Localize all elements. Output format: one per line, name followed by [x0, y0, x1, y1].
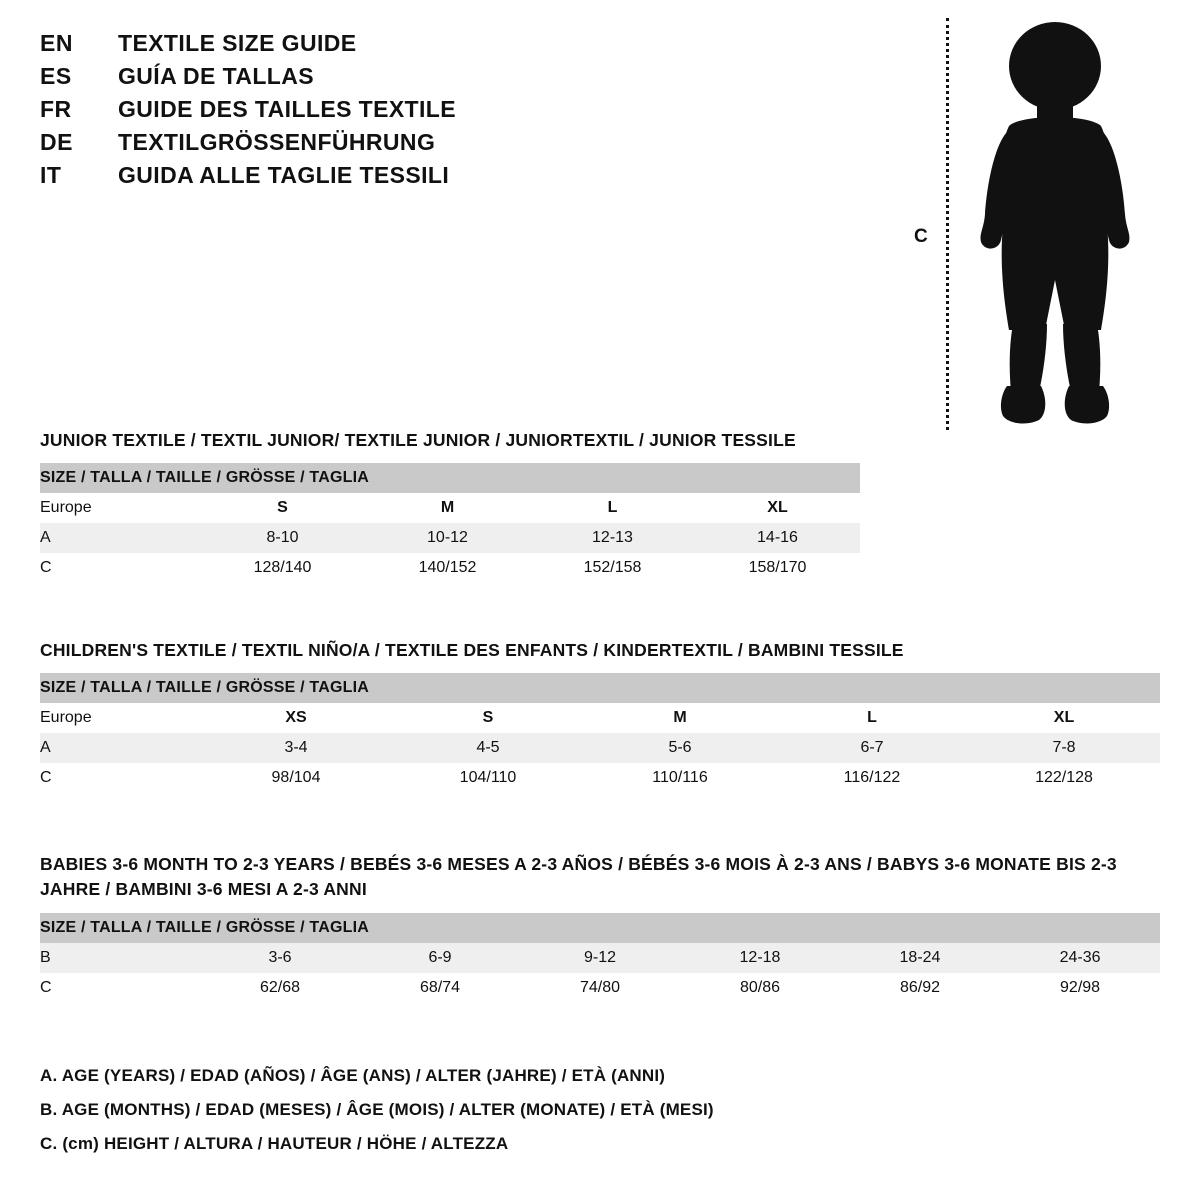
- measurement-legend: [40, 1066, 1160, 1168]
- size-band-title: SIZE / TALLA / TAILLE / GRÖSSE / TAGLIA: [40, 469, 369, 487]
- title-row: [40, 129, 640, 156]
- title-language-code: DE: [40, 129, 73, 155]
- table-cell: S: [482, 709, 494, 727]
- table-row: [40, 493, 860, 523]
- table-row: [40, 733, 1160, 763]
- table-cell: XL: [767, 499, 788, 517]
- row-label: C: [40, 769, 52, 787]
- section-heading: JUNIOR TEXTILE / TEXTIL JUNIOR/ TEXTILE JUNIOR / JUNIORTEXTIL / JUNIOR TESSILE: [40, 430, 796, 450]
- table-cell: 4-5: [476, 739, 500, 757]
- table-band-row: [40, 673, 1160, 703]
- title-text: GUIDA ALLE TAGLIE TESSILI: [118, 162, 450, 188]
- table-band-row: [40, 463, 860, 493]
- table-cell: 3-6: [268, 948, 292, 966]
- title-language-code: EN: [40, 30, 73, 56]
- table-cell: 5-6: [668, 739, 692, 757]
- table-cell: 12-13: [592, 529, 633, 547]
- table-row: [40, 973, 1160, 1003]
- table-cell: 122/128: [1035, 769, 1093, 787]
- table-cell: 14-16: [757, 529, 798, 547]
- table-cell: 116/122: [843, 769, 901, 787]
- size-band-title: SIZE / TALLA / TAILLE / GRÖSSE / TAGLIA: [40, 918, 369, 936]
- table-cell: 110/116: [652, 769, 708, 787]
- table-cell: 92/98: [1060, 978, 1101, 996]
- legend-line-b: B. AGE (MONTHS) / EDAD (MESES) / ÂGE (MOIS) / ALTER (MONATE) / ETÀ (MESI): [40, 1100, 714, 1119]
- height-measurement-figure: [900, 10, 1160, 430]
- table-cell: 74/80: [579, 978, 621, 996]
- section-babies-textile: [40, 852, 1160, 1003]
- table-row: [40, 703, 1160, 733]
- row-label: B: [40, 948, 51, 966]
- table-cell: 140/152: [418, 559, 477, 577]
- table-cell: 98/104: [271, 769, 321, 787]
- table-cell: S: [277, 499, 288, 517]
- table-cell: 6-7: [860, 739, 884, 757]
- table-cell: 24-36: [1059, 948, 1101, 966]
- legend-line-a: A. AGE (YEARS) / EDAD (AÑOS) / ÂGE (ANS) / ALTER (JAHRE) / ETÀ (ANNI): [40, 1066, 666, 1085]
- title-text: TEXTILE SIZE GUIDE: [118, 30, 357, 56]
- babies-size-table-wrap: [40, 913, 1160, 1003]
- title-language-code: ES: [40, 63, 72, 89]
- table-cell: L: [867, 709, 877, 727]
- title-text: TEXTILGRÖSSENFÜHRUNG: [118, 129, 436, 155]
- section-junior-textile: [40, 428, 1160, 583]
- table-cell: M: [440, 499, 455, 517]
- section-heading: CHILDREN'S TEXTILE / TEXTIL NIÑO/A / TEXTILE DES ENFANTS / KINDERTEXTIL / BAMBINI TESSILE: [40, 640, 904, 660]
- table-cell: 6-9: [428, 948, 452, 966]
- junior-size-table-wrap: [40, 463, 1160, 583]
- table-row: [40, 943, 1160, 973]
- figure-height-label: C: [914, 226, 928, 247]
- row-label: A: [40, 529, 51, 547]
- table-cell: 9-12: [583, 948, 617, 966]
- row-label: Europe: [40, 709, 92, 727]
- row-label: C: [40, 978, 52, 996]
- children-size-table-wrap: [40, 673, 1160, 793]
- table-band-row: [40, 913, 1160, 943]
- size-band-title: SIZE / TALLA / TAILLE / GRÖSSE / TAGLIA: [40, 679, 369, 697]
- table-cell: XS: [285, 709, 307, 727]
- title-row: [40, 162, 640, 189]
- table-cell: 7-8: [1052, 739, 1076, 757]
- table-row: [40, 553, 860, 583]
- table-cell: 8-10: [266, 529, 299, 547]
- section-children-textile: [40, 638, 1160, 793]
- table-cell: 152/158: [583, 559, 642, 577]
- title-language-code: FR: [40, 96, 72, 122]
- section-heading: BABIES 3-6 MONTH TO 2-3 YEARS / BEBÉS 3-6 MESES A 2-3 AÑOS / BÉBÉS 3-6 MOIS À 2-3 ANS / BABYS 3-6 MONATE BIS 2-3 JAHRE / BAMBINI 3-6 MESI A 2-3 ANNI: [40, 854, 1117, 900]
- table-row: [40, 523, 860, 553]
- table-cell: 128/140: [253, 559, 312, 577]
- table-cell: 12-18: [739, 948, 781, 966]
- row-label: A: [40, 739, 51, 757]
- table-cell: XL: [1053, 709, 1075, 727]
- table-cell: M: [673, 709, 687, 727]
- table-cell: 18-24: [899, 948, 941, 966]
- legend-line-c: C. (cm) HEIGHT / ALTURA / HAUTEUR / HÖHE / ALTEZZA: [40, 1134, 509, 1153]
- babies-size-table: [40, 913, 1160, 1003]
- table-cell: 158/170: [748, 559, 807, 577]
- junior-size-table: [40, 463, 860, 583]
- table-cell: 104/110: [459, 769, 517, 787]
- table-cell: 80/86: [739, 978, 781, 996]
- row-label: C: [40, 559, 52, 577]
- children-size-table: [40, 673, 1160, 793]
- child-silhouette-icon: [955, 18, 1155, 430]
- size-guide-title-block: [40, 30, 640, 195]
- title-row: [40, 96, 640, 123]
- title-row: [40, 30, 640, 57]
- row-label: Europe: [40, 499, 92, 517]
- table-cell: 10-12: [427, 529, 468, 547]
- table-cell: 86/92: [899, 978, 941, 996]
- title-row: [40, 63, 640, 90]
- title-text: GUIDE DES TAILLES TEXTILE: [118, 96, 456, 122]
- title-text: GUÍA DE TALLAS: [118, 63, 314, 89]
- table-row: [40, 763, 1160, 793]
- table-cell: L: [607, 499, 618, 517]
- title-language-code: IT: [40, 162, 62, 188]
- table-cell: 3-4: [284, 739, 308, 757]
- table-cell: 68/74: [419, 978, 461, 996]
- table-cell: 62/68: [259, 978, 301, 996]
- height-dashed-line: [946, 18, 949, 430]
